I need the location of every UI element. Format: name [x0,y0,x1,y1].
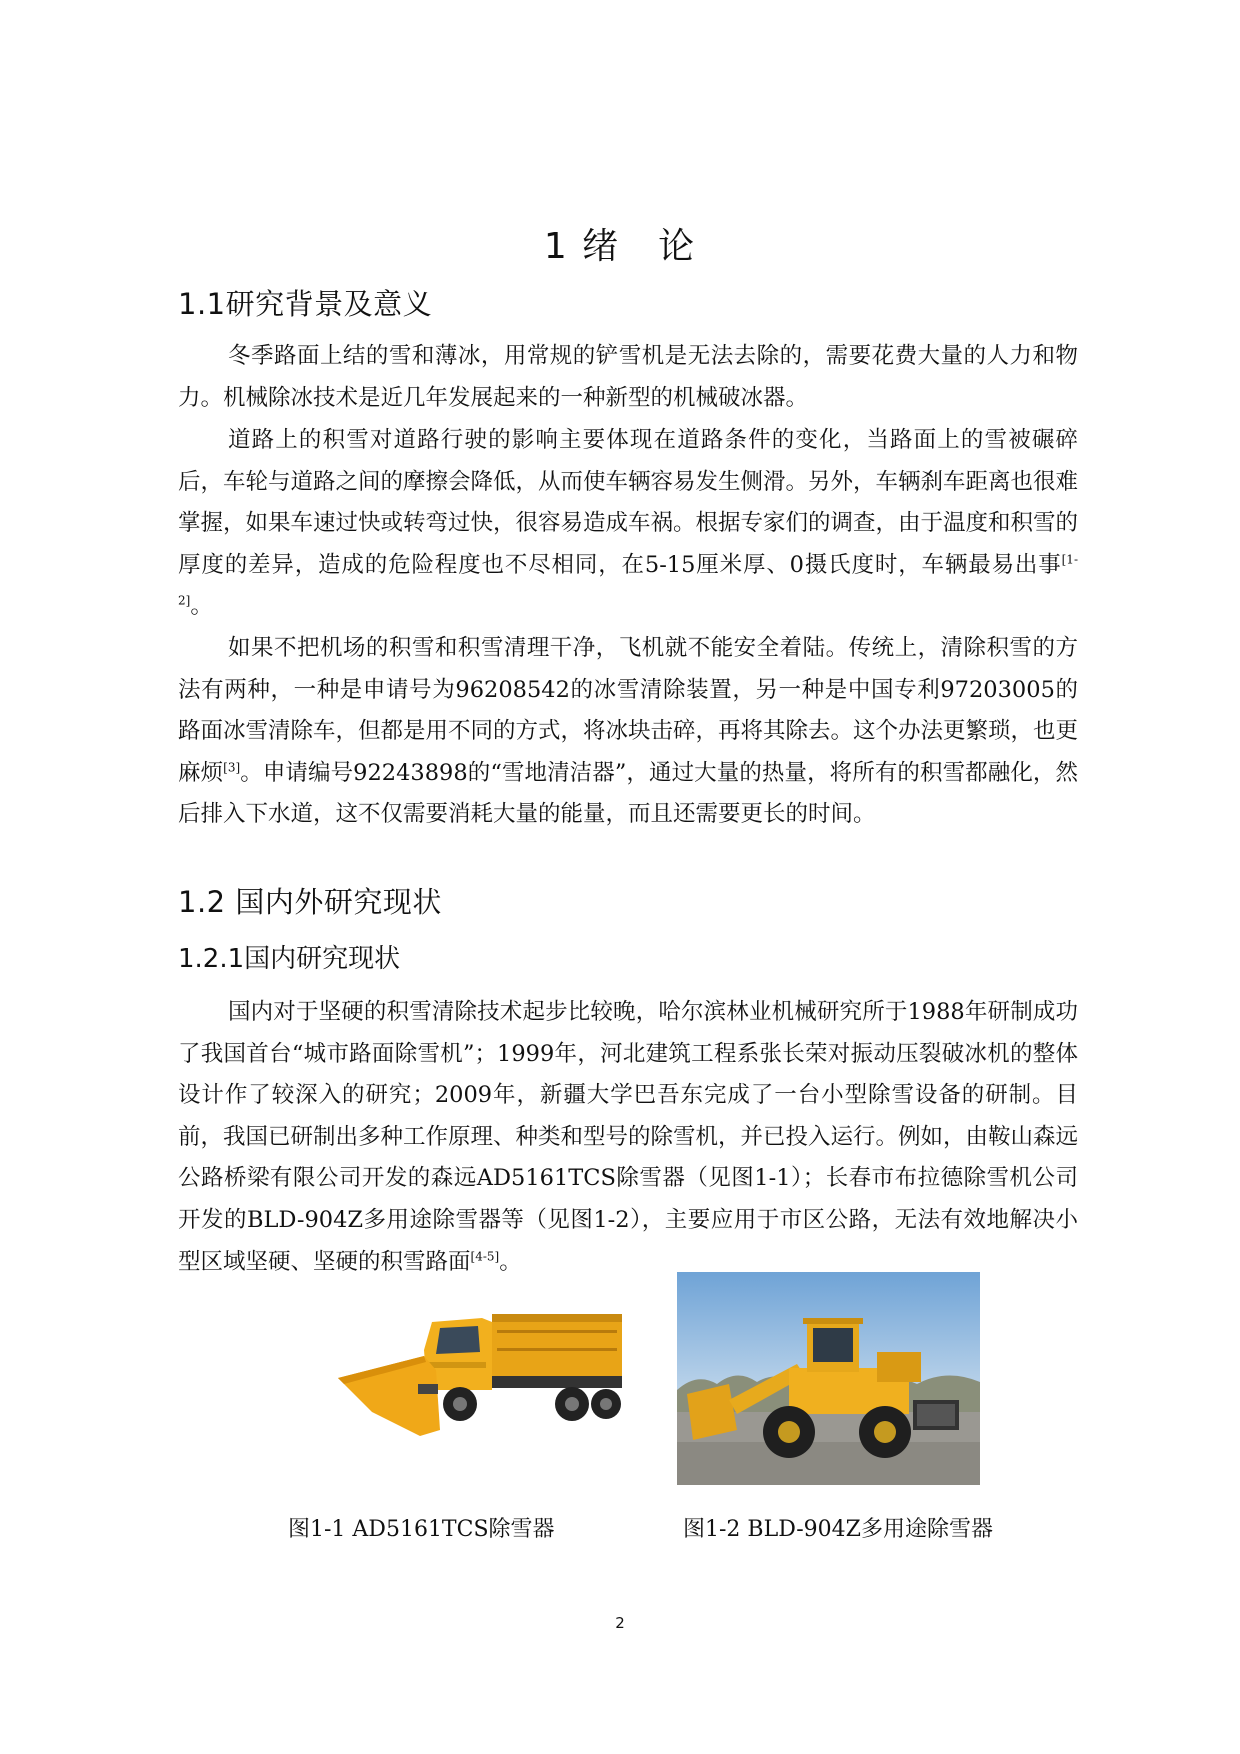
figure-1-1-image [332,1300,630,1460]
citation: [1-2] [178,552,1078,608]
chapter-title: 1 绪 论 [543,226,697,267]
loader-snow-remover-illustration [677,1272,980,1485]
paragraph-2: 道路上的积雪对道路行驶的影响主要体现在道路条件的变化，当路面上的雪被碾碎后，车轮与道路之间的摩擦会降低，从而使车辆容易发生侧滑。另外，车辆刹车距离也很难掌握，如果车速过快或转弯过快，很容易造成车祸。根据专家们的调查，由于温度和积雪的厚度的差异，造成的危险程度也不尽相同，在5-15厘米厚、0摄氏度时，车辆最易出事[1-2]。 [178,427,1079,620]
subsection-heading-1-2-1: 1.2.1国内研究现状 [178,944,401,974]
snow-plow-truck-illustration [332,1300,630,1460]
citation: [3] [223,760,241,775]
paragraph-4: 国内对于坚硬的积雪清除技术起步比较晚，哈尔滨林业机械研究所于1988年研制成功了我国首台“城市路面除雪机”；1999年，河北建筑工程系张长荣对振动压裂破冰机的整体设计作了较深入的研究；2009年，新疆大学巴吾东完成了一台小型除雪设备的研制。目前，我国已研制出多种工作原理、种类和型号的除雪机，并已投入运行。例如，由鞍山森远公路桥梁有限公司开发的森远AD5161TCS除雪器（见图1-1）；长春市布拉德除雪机公司开发的BLD-904Z多用途除雪器等（见图1-2），主要应用于市区公路，无法有效地解决小型区域坚硬、坚硬的积雪路面[4-5]。 [178,999,1079,1275]
citation: [4-5] [470,1249,500,1264]
paragraph-3: 如果不把机场的积雪和积雪清理干净，飞机就不能安全着陆。传统上，清除积雪的方法有两种，一种是申请号为96208542的冰雪清除装置，另一种是中国专利97203005的路面冰雪清除车，但都是用不同的方式，将冰块击碎，再将其除去。这个办法更繁琐，也更麻烦[3]。申请编号92243898的“雪地清洁器”，通过大量的热量，将所有的积雪都融化，然后排入下水道，这不仅需要消耗大量的能量，而且还需要更长的时间。 [178,635,1079,828]
figure-1-2-image [677,1272,980,1485]
section-heading-1-2: 1.2 国内外研究现状 [178,885,442,919]
page-number: 2 [615,1614,625,1632]
figure-1-1-caption: 图1-1 AD5161TCS除雪器 [288,1517,555,1542]
paragraph-1: 冬季路面上结的雪和薄冰，用常规的铲雪机是无法去除的，需要花费大量的人力和物力。机械除冰技术是近几年发展起来的一种新型的机械破冰器。 [178,343,1078,411]
figure-1-2-caption: 图1-2 BLD-904Z多用途除雪器 [683,1517,993,1542]
section-heading-1-1: 1.1研究背景及意义 [178,287,433,321]
